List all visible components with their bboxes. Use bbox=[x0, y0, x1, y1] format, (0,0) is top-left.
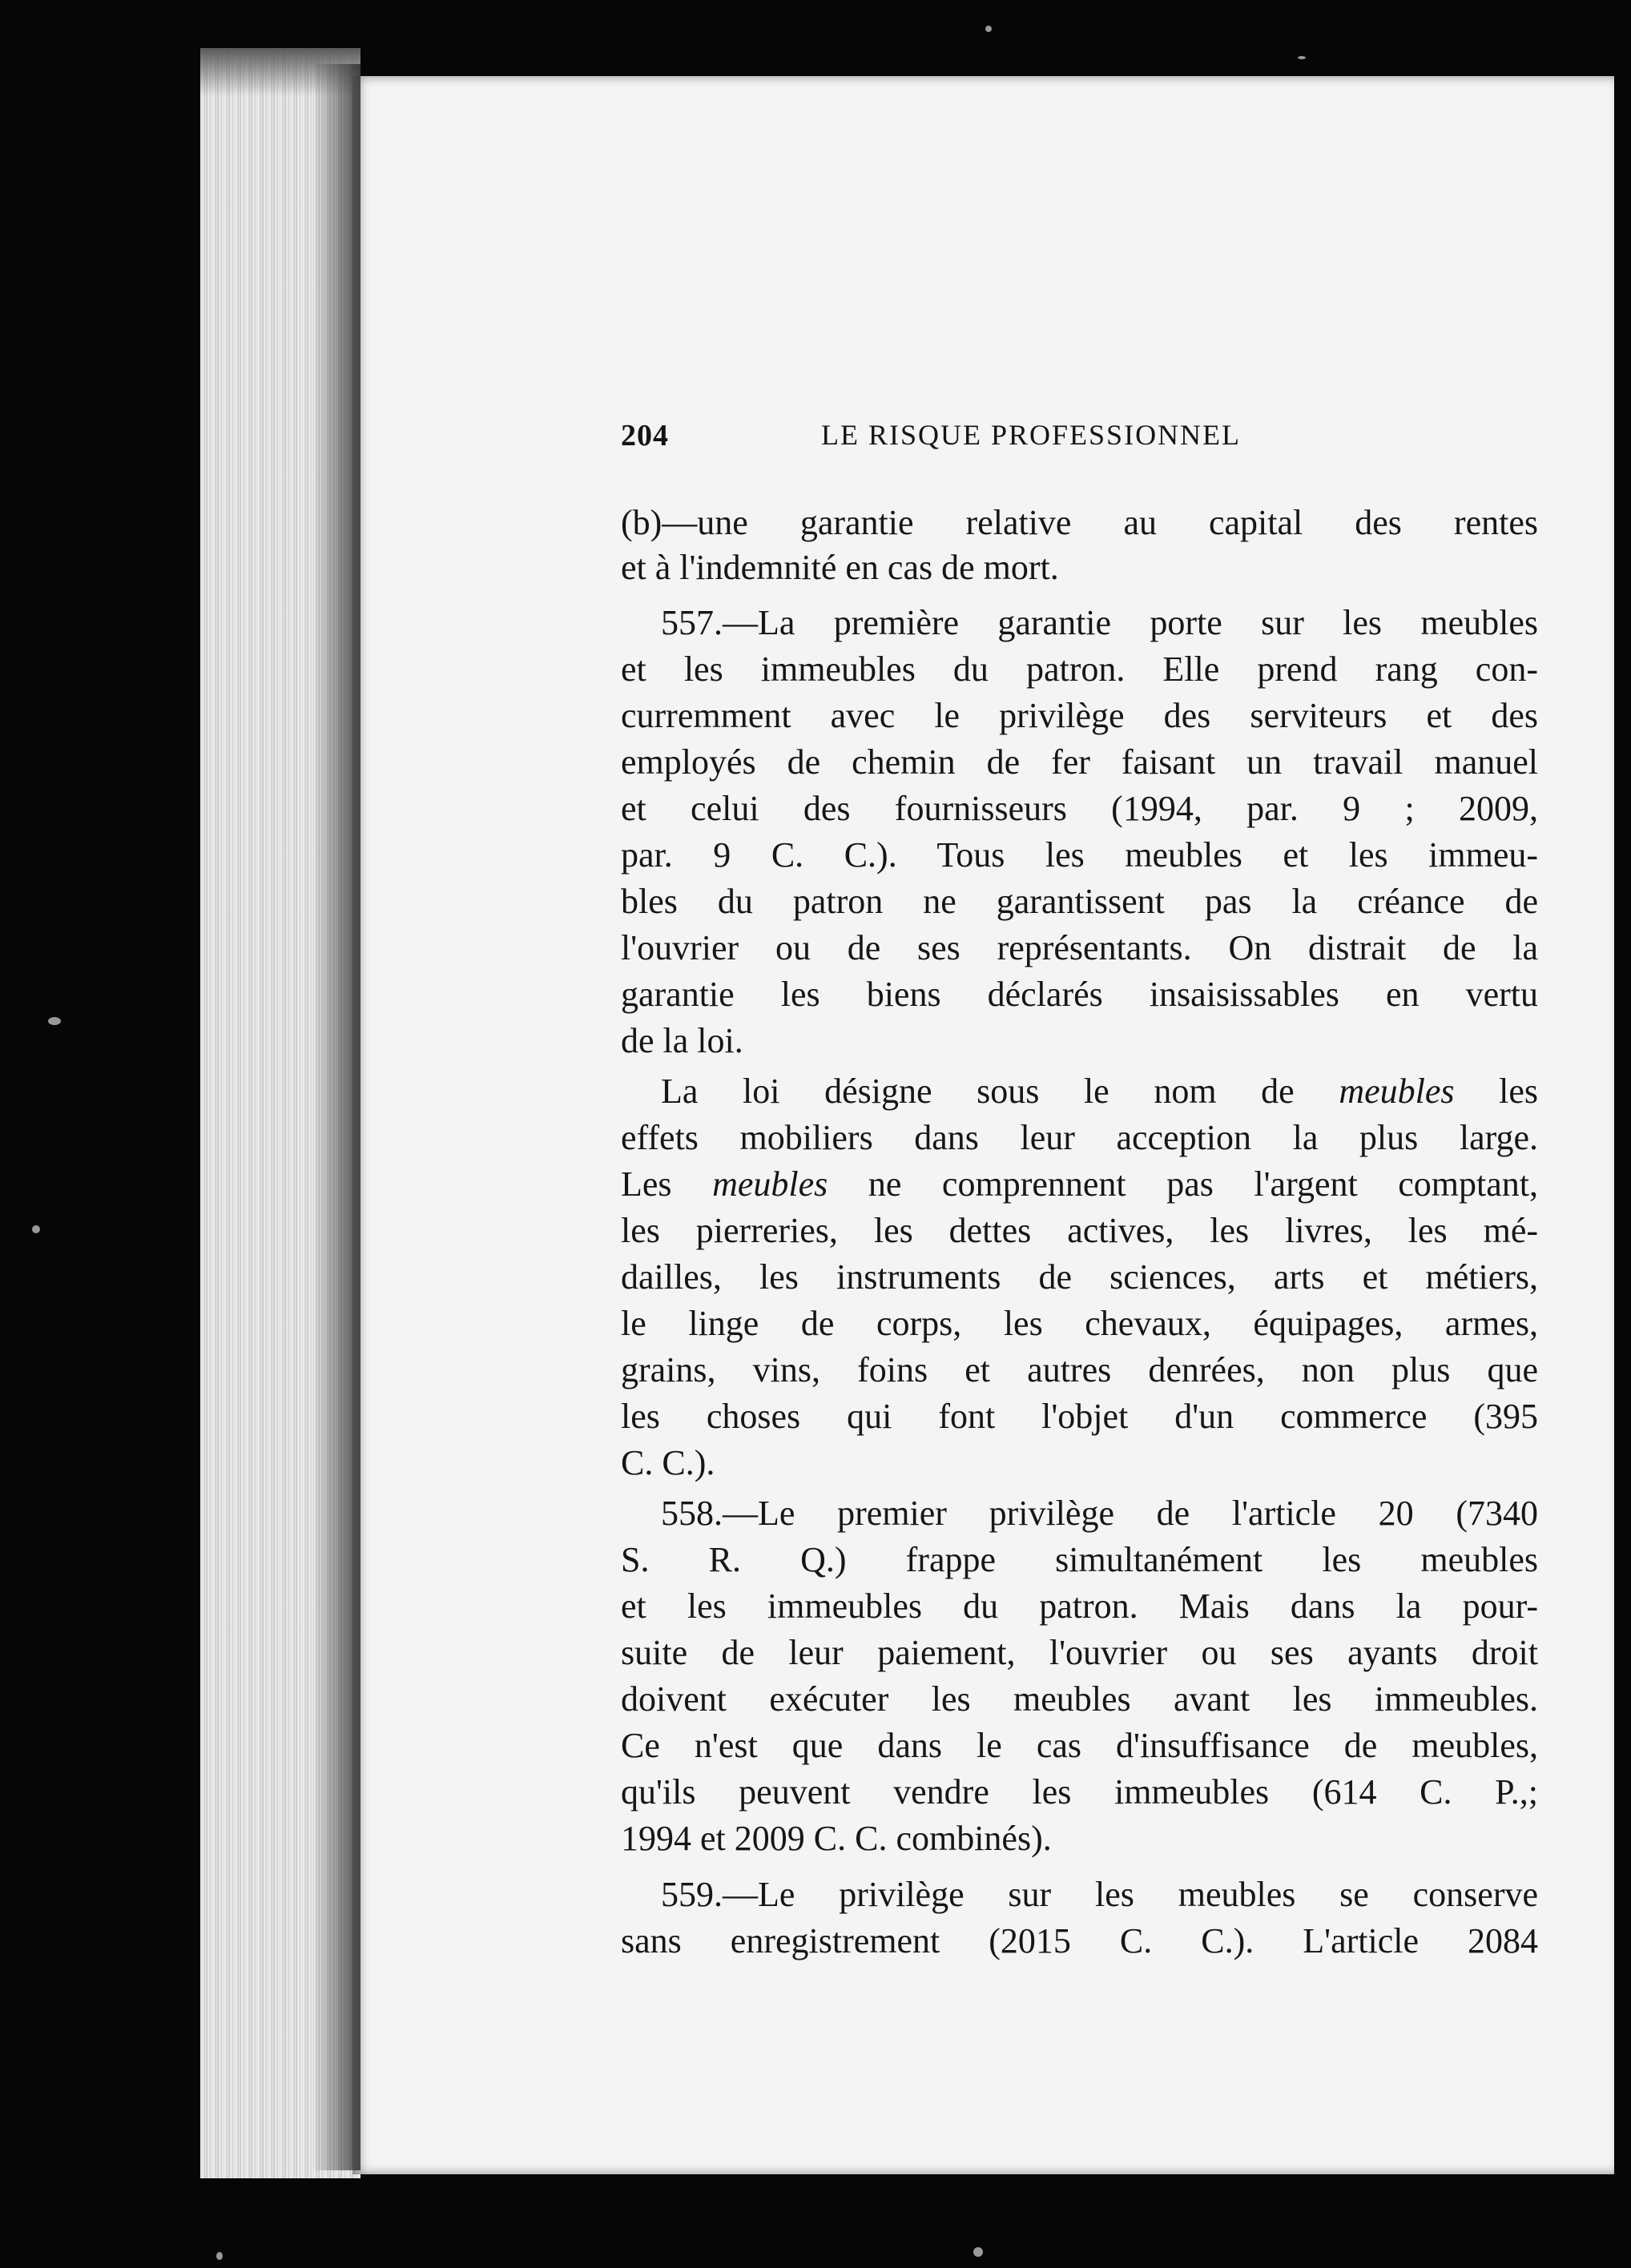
text-line bbox=[621, 1069, 1538, 1116]
text-line: sans enregistrement (2015 C. C.). L'article 2084 bbox=[621, 1921, 1538, 1960]
text-line: et les immeubles du patron. Mais dans la pour- bbox=[621, 1586, 1538, 1626]
text-line: 558.—Le premier privilège de l'article 20 (7340 bbox=[661, 1494, 1538, 1533]
text-line: dailles, les instruments de sciences, arts et métiers, bbox=[621, 1257, 1538, 1297]
text-line: doivent exécuter les meubles avant les immeubles. bbox=[621, 1679, 1538, 1719]
text-line bbox=[621, 1162, 1538, 1208]
text-line: 1994 et 2009 C. C. combinés). bbox=[621, 1819, 1052, 1858]
text-line: bles du patron ne garantissent pas la créance de bbox=[621, 882, 1538, 921]
gutter-shadow bbox=[312, 64, 360, 2170]
italic-term: meubles bbox=[1339, 1072, 1455, 1111]
text-line: les pierreries, les dettes actives, les livres, les mé- bbox=[621, 1211, 1538, 1250]
text-line: Ce n'est que dans le cas d'insuffisance de meubles, bbox=[621, 1726, 1538, 1765]
scan-speck bbox=[985, 26, 992, 32]
text-run: les bbox=[1499, 1072, 1539, 1111]
italic-term: meubles bbox=[712, 1164, 828, 1204]
text-line: 559.—Le privilège sur les meubles se conserve bbox=[661, 1875, 1538, 1914]
text-line: employés de chemin de fer faisant un travail manuel bbox=[621, 742, 1538, 782]
text-line: par. 9 C. C.). Tous les meubles et les immeu- bbox=[621, 835, 1538, 875]
text-line: le linge de corps, les chevaux, équipages, armes, bbox=[621, 1304, 1538, 1343]
page-header bbox=[621, 418, 1518, 466]
scan-speck bbox=[973, 2247, 983, 2257]
text-line: et à l'indemnité en cas de mort. bbox=[621, 548, 1059, 587]
text-run: ne comprennent pas l'argent comptant, bbox=[868, 1164, 1538, 1204]
running-title: LE RISQUE PROFESSIONNEL bbox=[821, 419, 1242, 451]
text-line: qu'ils peuvent vendre les immeubles (614 C. P.,; bbox=[621, 1772, 1538, 1812]
text-line: l'ouvrier ou de ses représentants. On distrait de la bbox=[621, 928, 1538, 967]
text-line: effets mobiliers dans leur acception la plus large. bbox=[621, 1118, 1538, 1157]
text-line: et celui des fournisseurs (1994, par. 9 ; 2009, bbox=[621, 789, 1538, 828]
scan-speck bbox=[1298, 56, 1306, 59]
text-line: de la loi. bbox=[621, 1021, 743, 1060]
scan-speck bbox=[48, 1017, 61, 1025]
text-line: (b)—une garantie relative au capital des rentes bbox=[621, 503, 1538, 542]
text-line: garantie les biens déclarés insaisissables en vertu bbox=[621, 975, 1538, 1014]
text-line: les choses qui font l'objet d'un commerce (395 bbox=[621, 1397, 1538, 1436]
scan-speck bbox=[32, 1225, 40, 1233]
text-line: grains, vins, foins et autres denrées, non plus que bbox=[621, 1350, 1538, 1389]
text-run: La loi désigne sous le nom de bbox=[661, 1072, 1295, 1111]
text-line: suite de leur paiement, l'ouvrier ou ses ayants droit bbox=[621, 1633, 1538, 1672]
text-line: S. R. Q.) frappe simultanément les meubles bbox=[621, 1540, 1538, 1579]
text-run: Les bbox=[621, 1164, 672, 1204]
scan-speck bbox=[216, 2252, 223, 2260]
page-number: 204 bbox=[621, 419, 669, 452]
text-line: 557.—La première garantie porte sur les meubles bbox=[661, 603, 1538, 642]
text-line: curremment avec le privilège des serviteurs et des bbox=[621, 696, 1538, 735]
text-line: C. C.). bbox=[621, 1443, 715, 1482]
text-line: et les immeubles du patron. Elle prend rang con- bbox=[621, 649, 1538, 689]
